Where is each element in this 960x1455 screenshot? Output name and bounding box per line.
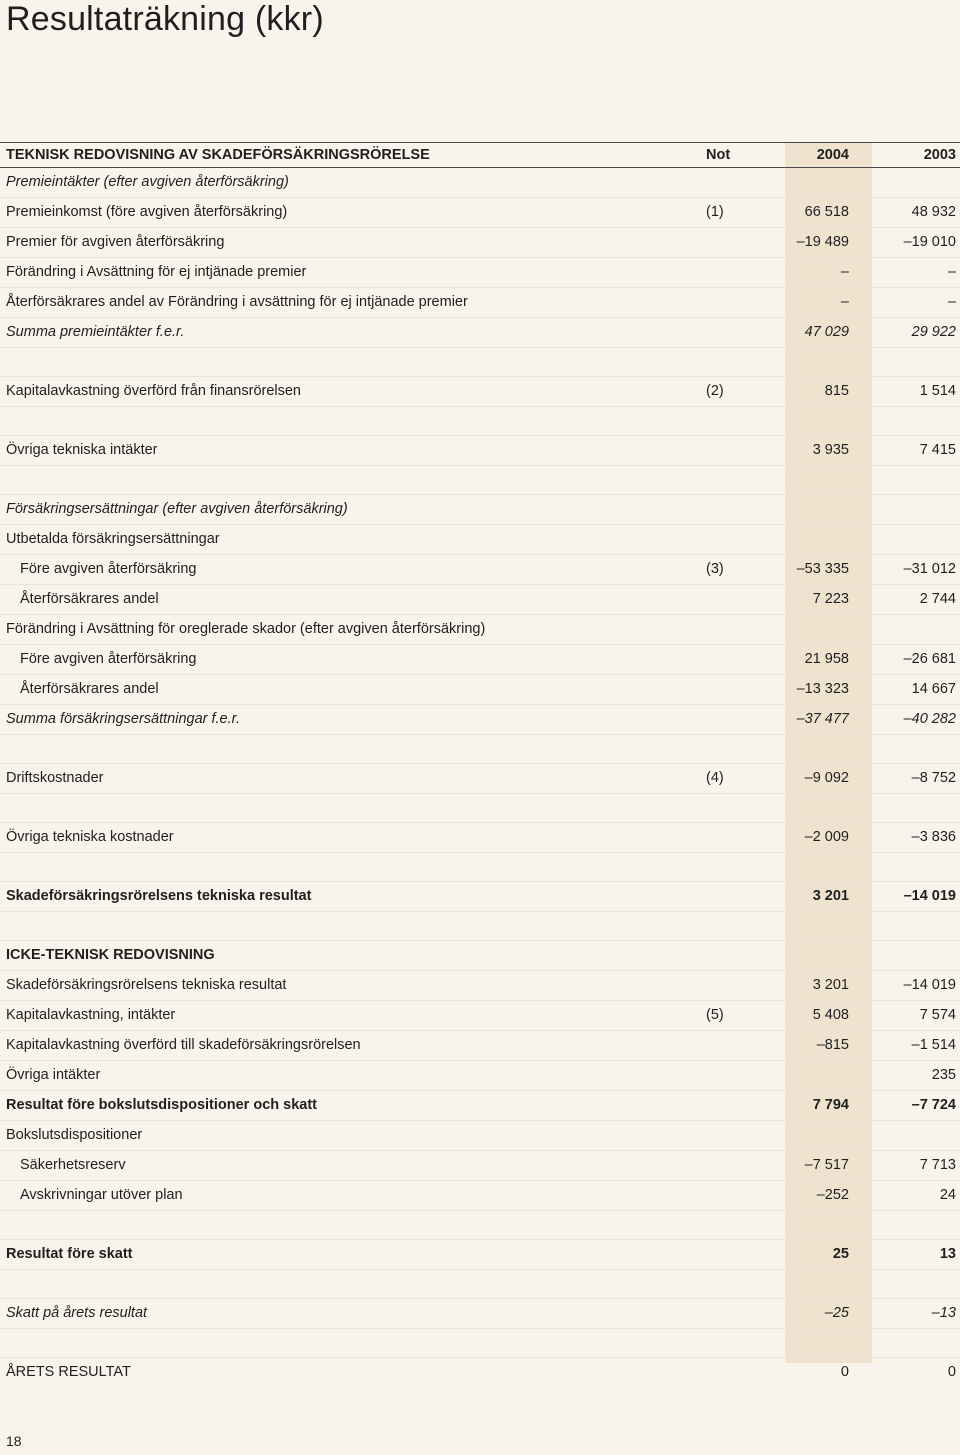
row-label: Skadeförsäkringsrörelsens tekniska resultat (6, 977, 287, 993)
table-header (0, 143, 960, 168)
row-note: (2) (706, 383, 724, 399)
row-value-2004: 7 223 (812, 591, 849, 607)
row-label: Skatt på årets resultat (6, 1305, 148, 1321)
row-value-2004: –19 489 (796, 234, 849, 250)
table-body (0, 168, 960, 1387)
row-value-2003: 7 574 (919, 1007, 956, 1023)
header-year-2004: 2004 (816, 147, 849, 163)
row-value-2004: – (840, 294, 849, 310)
table-row (0, 287, 960, 317)
table-row (0, 168, 960, 197)
table-row (0, 1060, 960, 1090)
row-value-2003: 7 415 (919, 442, 956, 458)
header-section-label: TEKNISK REDOVISNING AV SKADEFÖRSÄKRINGSRÖRELSE (6, 147, 430, 163)
row-value-2003: 2 744 (919, 591, 956, 607)
row-label: Bokslutsdispositioner (6, 1127, 143, 1143)
row-label: Säkerhetsreserv (20, 1157, 126, 1173)
row-value-2003: –7 724 (911, 1097, 956, 1113)
row-label: Skadeförsäkringsrörelsens tekniska resultat (6, 888, 312, 904)
row-value-2004: –13 323 (796, 681, 849, 697)
row-label: Före avgiven återförsäkring (20, 651, 197, 667)
row-note: (1) (706, 204, 724, 220)
row-label: Premier för avgiven återförsäkring (6, 234, 225, 250)
row-label: Avskrivningar utöver plan (20, 1187, 183, 1203)
row-note: (3) (706, 561, 724, 577)
row-label: Summa försäkringsersättningar f.e.r. (6, 711, 240, 727)
table-row (0, 614, 960, 644)
row-label: Premieinkomst (före avgiven återförsäkring) (6, 204, 288, 220)
spacer-row (0, 852, 960, 881)
table-row (0, 1030, 960, 1060)
header-year-2003: 2003 (923, 147, 956, 163)
table-row (0, 197, 960, 227)
row-label: Återförsäkrares andel av Förändring i avsättning för ej intjänade premier (6, 294, 468, 310)
row-value-2004: 3 935 (812, 442, 849, 458)
table-row (0, 227, 960, 257)
row-value-2003: –26 681 (903, 651, 956, 667)
row-value-2004: 5 408 (812, 1007, 849, 1023)
row-value-2003: 24 (939, 1187, 956, 1203)
table-row (0, 704, 960, 734)
row-value-2004: –7 517 (804, 1157, 849, 1173)
page-title: Resultaträkning (kkr) (6, 0, 324, 38)
row-label: Premieintäkter (efter avgiven återförsäkring) (6, 174, 289, 190)
row-label: Förändring i Avsättning för oreglerade skador (efter avgiven återförsäkring) (6, 621, 486, 637)
table-row (0, 584, 960, 614)
row-value-2004: 815 (824, 383, 849, 399)
table-row (0, 1150, 960, 1180)
table-row (0, 554, 960, 584)
row-value-2004: –252 (816, 1187, 849, 1203)
table-row (0, 970, 960, 1000)
row-value-2004: –37 477 (796, 711, 849, 727)
row-value-2004: –9 092 (804, 770, 849, 786)
row-value-2004: 0 (840, 1364, 849, 1380)
header-not: Not (706, 147, 731, 163)
table-row (0, 1357, 960, 1387)
row-label: Övriga tekniska intäkter (6, 442, 158, 458)
page-number: 18 (6, 1433, 22, 1449)
table-row (0, 435, 960, 465)
table-row (0, 317, 960, 347)
table-row (0, 1180, 960, 1210)
table-row (0, 1298, 960, 1328)
row-value-2003: 0 (947, 1364, 956, 1380)
row-value-2003: 1 514 (919, 383, 956, 399)
spacer-row (0, 1210, 960, 1239)
spacer-row (0, 406, 960, 435)
row-label: Förändring i Avsättning för ej intjänade premier (6, 264, 307, 280)
row-value-2003: –31 012 (903, 561, 956, 577)
row-value-2004: –25 (824, 1305, 849, 1321)
spacer-row (0, 347, 960, 376)
spacer-row (0, 734, 960, 763)
row-value-2003: 29 922 (911, 324, 956, 340)
table-row (0, 257, 960, 287)
table-row (0, 674, 960, 704)
row-value-2004: 25 (832, 1246, 849, 1262)
row-note: (5) (706, 1007, 724, 1023)
row-label: ICKE-TEKNISK REDOVISNING (6, 947, 215, 963)
row-value-2004: 3 201 (812, 888, 849, 904)
spacer-row (0, 793, 960, 822)
row-label: Driftskostnader (6, 770, 104, 786)
row-label: Resultat före bokslutsdispositioner och skatt (6, 1097, 317, 1113)
row-value-2004: 66 518 (804, 204, 849, 220)
row-label: Utbetalda försäkringsersättningar (6, 531, 220, 547)
spacer-row (0, 911, 960, 940)
table-row (0, 1239, 960, 1269)
row-value-2003: 48 932 (911, 204, 956, 220)
row-value-2003: – (947, 294, 956, 310)
row-value-2003: – (947, 264, 956, 280)
table-row (0, 763, 960, 793)
table-row (0, 376, 960, 406)
row-value-2003: –8 752 (911, 770, 956, 786)
spacer-row (0, 465, 960, 494)
row-value-2003: –14 019 (903, 888, 956, 904)
row-label: Kapitalavkastning överförd till skadeförsäkringsrörelsen (6, 1037, 361, 1053)
table-row (0, 822, 960, 852)
row-value-2003: 7 713 (919, 1157, 956, 1173)
table-row (0, 881, 960, 911)
spacer-row (0, 1328, 960, 1357)
row-value-2003: –19 010 (903, 234, 956, 250)
row-label: Före avgiven återförsäkring (20, 561, 197, 577)
row-label: Summa premieintäkter f.e.r. (6, 324, 185, 340)
row-value-2003: –3 836 (911, 829, 956, 845)
row-value-2004: 7 794 (812, 1097, 849, 1113)
row-label: ÅRETS RESULTAT (6, 1364, 131, 1380)
row-value-2004: 3 201 (812, 977, 849, 993)
table-row (0, 940, 960, 970)
row-label: Återförsäkrares andel (20, 681, 159, 697)
income-statement-table (0, 142, 960, 1387)
row-label: Övriga tekniska kostnader (6, 829, 174, 845)
row-value-2004: – (840, 264, 849, 280)
spacer-row (0, 1269, 960, 1298)
row-value-2003: 235 (931, 1067, 956, 1083)
table-row (0, 524, 960, 554)
table-row (0, 1120, 960, 1150)
row-value-2003: –14 019 (903, 977, 956, 993)
row-value-2003: –1 514 (911, 1037, 956, 1053)
row-value-2004: 21 958 (804, 651, 849, 667)
row-value-2003: 13 (939, 1246, 956, 1262)
row-label: Övriga intäkter (6, 1067, 101, 1083)
table-row (0, 1000, 960, 1030)
row-value-2004: –53 335 (796, 561, 849, 577)
row-value-2003: –40 282 (903, 711, 956, 727)
row-note: (4) (706, 770, 724, 786)
row-label: Försäkringsersättningar (efter avgiven återförsäkring) (6, 501, 348, 517)
row-value-2004: –815 (816, 1037, 849, 1053)
table-row (0, 494, 960, 524)
row-value-2003: –13 (931, 1305, 956, 1321)
row-label: Kapitalavkastning överförd från finansrörelsen (6, 383, 301, 399)
row-label: Återförsäkrares andel (20, 591, 159, 607)
table-row (0, 644, 960, 674)
row-label: Resultat före skatt (6, 1246, 133, 1262)
row-value-2003: 14 667 (911, 681, 956, 697)
row-label: Kapitalavkastning, intäkter (6, 1007, 176, 1023)
table-row (0, 1090, 960, 1120)
row-value-2004: –2 009 (804, 829, 849, 845)
row-value-2004: 47 029 (804, 324, 849, 340)
